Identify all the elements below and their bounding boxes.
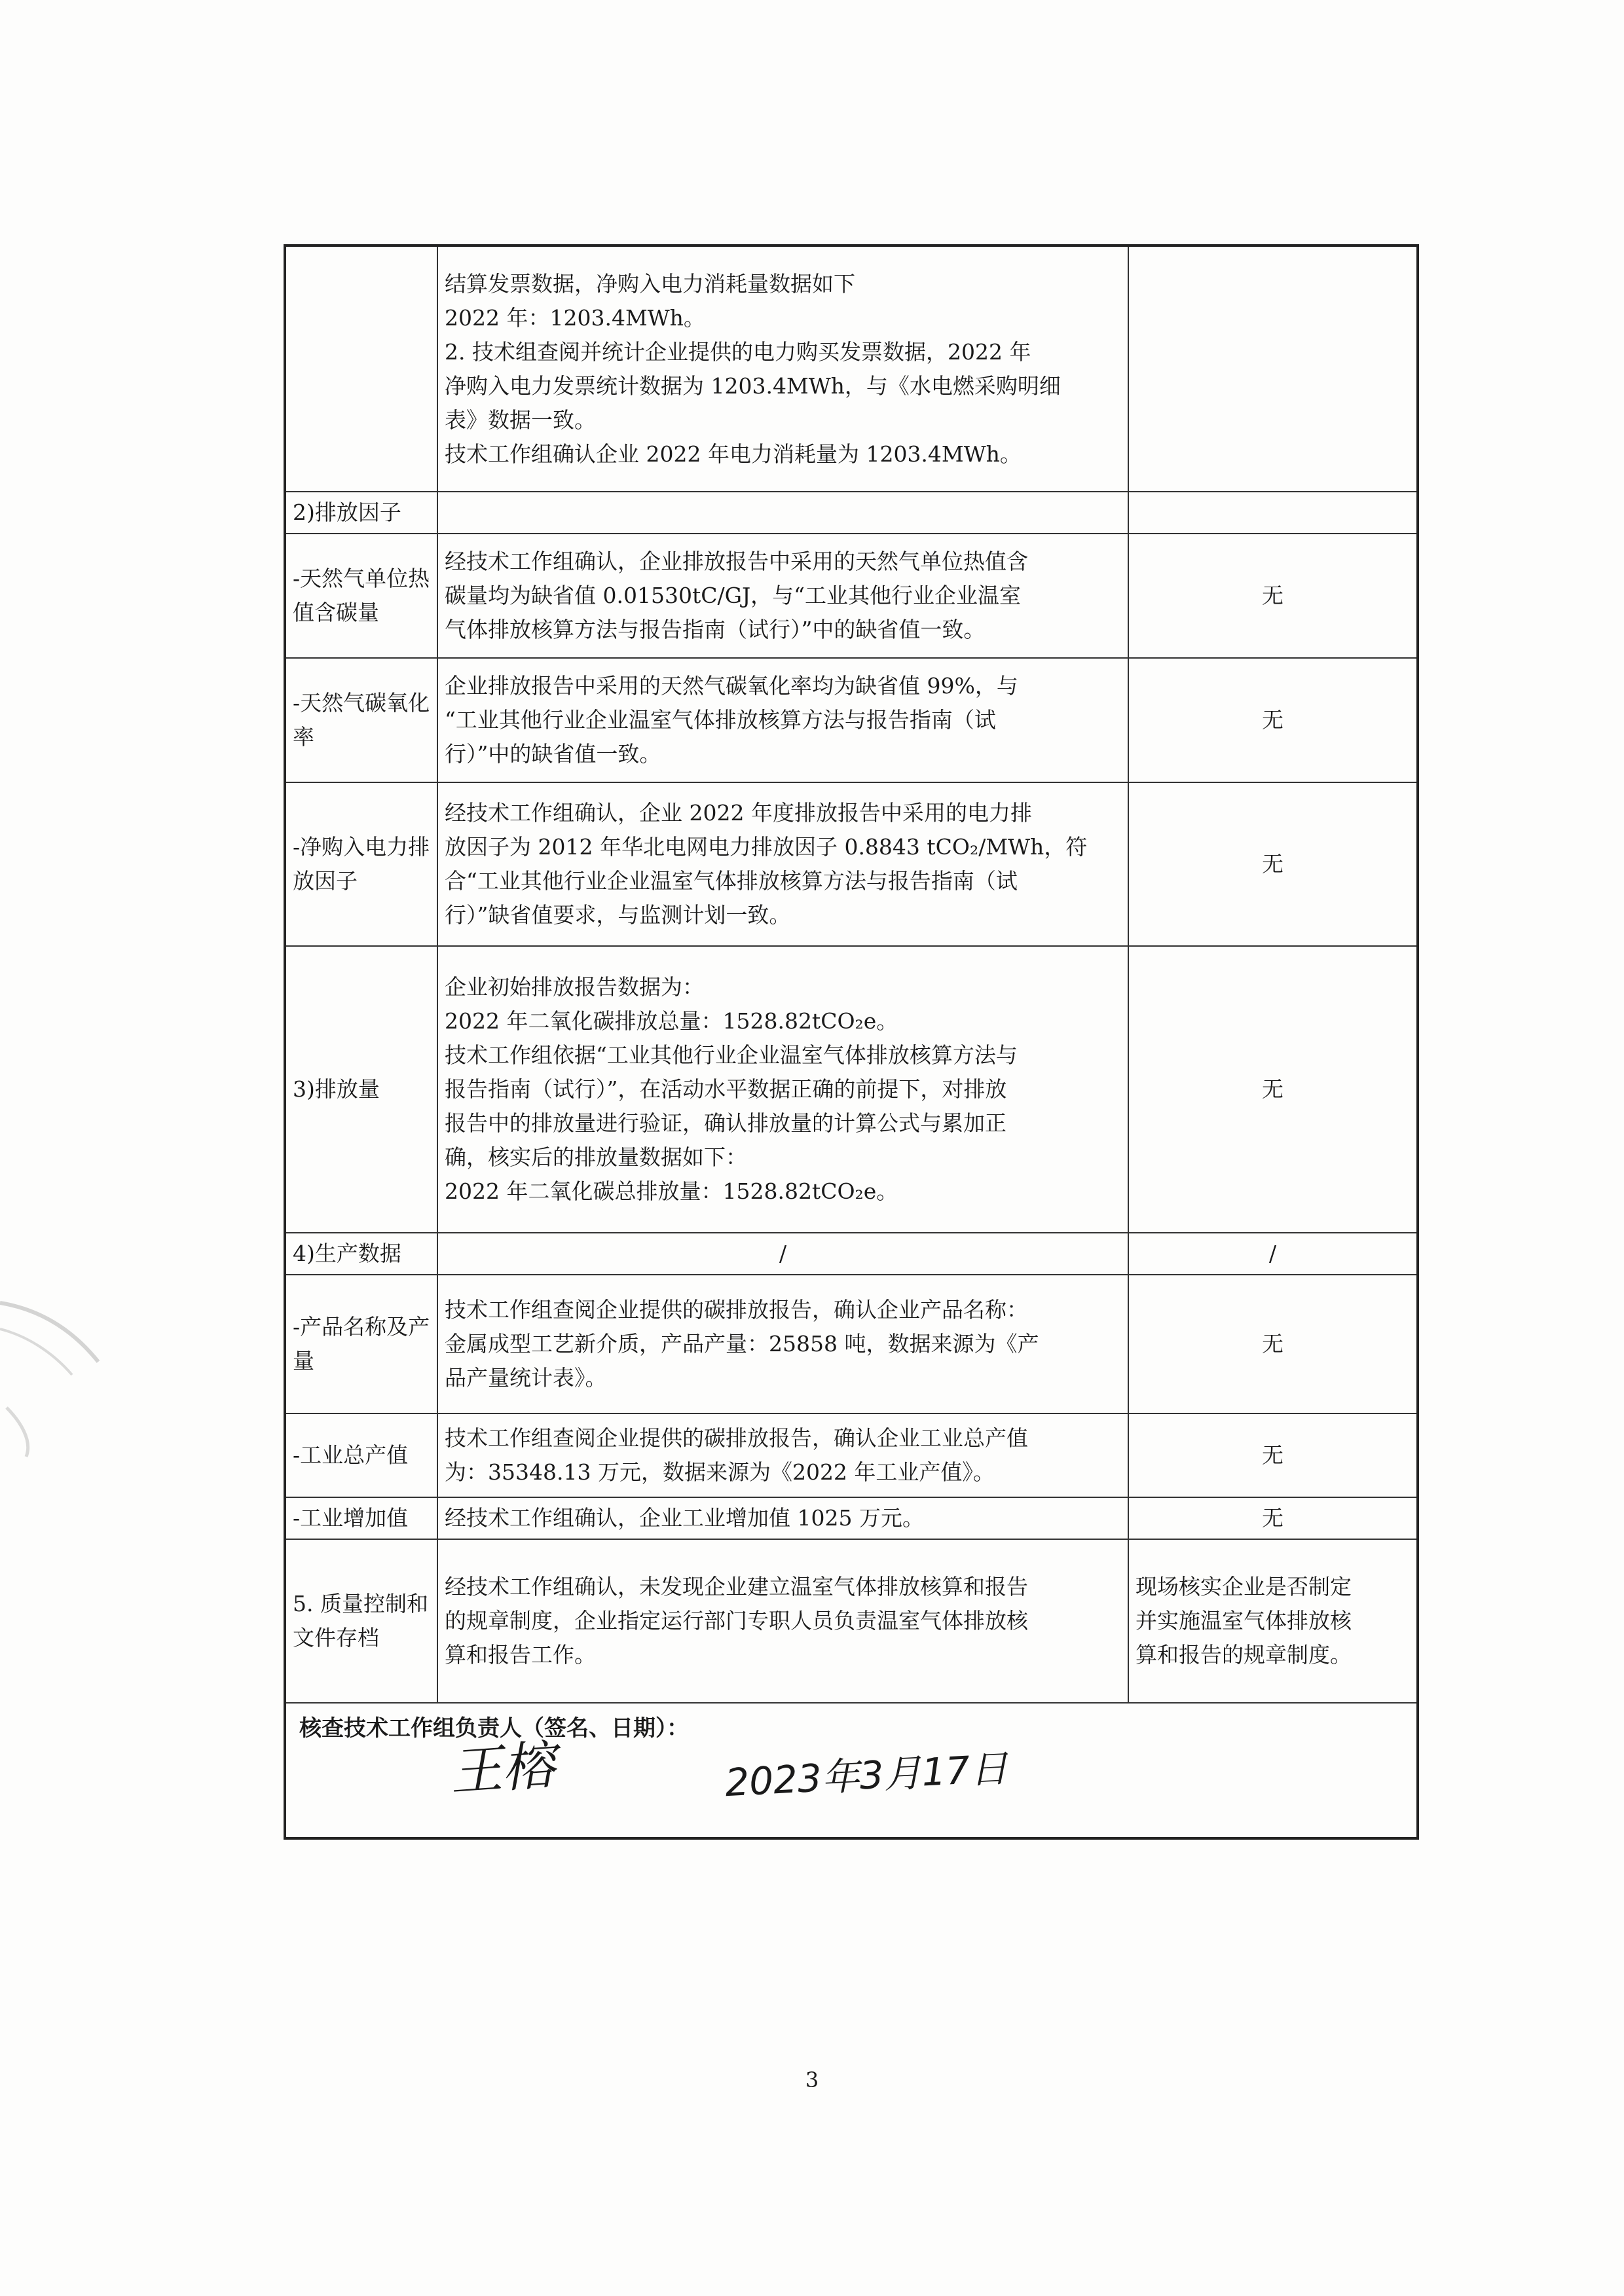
row-issue: 现场核实企业是否制定 并实施温室气体排放核 算和报告的规章制度。 <box>1128 1539 1418 1703</box>
row-content <box>437 492 1128 534</box>
row-issue: / <box>1128 1233 1418 1275</box>
handwritten-signature: 王榕 <box>447 1734 557 1803</box>
table-row <box>285 658 1418 782</box>
row-content: 结算发票数据，净购入电力消耗量数据如下 2022 年：1203.4MWh。 2. 技术组查阅并统计企业提供的电力购买发票数据，2022 年 净购入电力发票统计数据为 1203.4MWh，与《水电燃采购明细 表》数据一致。 技术工作组确认企业 2022 年电力消耗量为 1203.4MWh。 <box>437 246 1128 492</box>
table-row <box>285 246 1418 492</box>
table-row <box>285 1413 1418 1497</box>
row-issue <box>1128 246 1418 492</box>
row-issue <box>1128 492 1418 534</box>
row-issue: 无 <box>1128 1275 1418 1413</box>
row-content: 技术工作组查阅企业提供的碳排放报告，确认企业工业总产值 为：35348.13 万元，数据来源为《2022 年工业产值》。 <box>437 1413 1128 1497</box>
row-content: 经技术工作组确认，企业排放报告中采用的天然气单位热值含 碳量均为缺省值 0.01530tC/GJ，与“工业其他行业企业温室 气体排放核算方法与报告指南（试行）”中的缺省值一致。 <box>437 534 1128 658</box>
handwritten-date: 2023年3月17日 <box>724 1745 1009 1806</box>
signature-cell <box>285 1703 1418 1838</box>
row-label: -天然气单位热值含碳量 <box>285 534 437 658</box>
stamp-fragment-icon <box>0 1290 105 1460</box>
row-content: / <box>437 1233 1128 1275</box>
row-issue: 无 <box>1128 658 1418 782</box>
row-label: 5. 质量控制和文件存档 <box>285 1539 437 1703</box>
row-label: 4)生产数据 <box>285 1233 437 1275</box>
table-row <box>285 1233 1418 1275</box>
signature-label: 核查技术工作组负责人（签名、日期）： <box>299 1715 689 1741</box>
table-row <box>285 534 1418 658</box>
row-issue: 无 <box>1128 1413 1418 1497</box>
signature-row <box>285 1703 1418 1838</box>
row-label: 2)排放因子 <box>285 492 437 534</box>
row-label: -产品名称及产量 <box>285 1275 437 1413</box>
page-number: 3 <box>805 2068 819 2092</box>
table-row <box>285 1497 1418 1539</box>
verification-table <box>284 244 1419 1840</box>
table-row <box>285 1539 1418 1703</box>
table-row <box>285 782 1418 946</box>
row-content: 经技术工作组确认，企业工业增加值 1025 万元。 <box>437 1497 1128 1539</box>
table-row <box>285 946 1418 1233</box>
row-label: -天然气碳氧化率 <box>285 658 437 782</box>
table-row <box>285 492 1418 534</box>
table-row <box>285 1275 1418 1413</box>
row-label: -净购入电力排放因子 <box>285 782 437 946</box>
row-label: -工业总产值 <box>285 1413 437 1497</box>
row-label <box>285 246 437 492</box>
row-content: 企业初始排放报告数据为： 2022 年二氧化碳排放总量：1528.82tCO₂e。 技术工作组依据“工业其他行业企业温室气体排放核算方法与 报告指南（试行）”，在活动水平数据正确的前提下，对排放 报告中的排放量进行验证，确认排放量的计算公式与累加正 确，核实后的排放量数据如下： 2022 年二氧化碳总排放量：1528.82tCO₂e。 <box>437 946 1128 1233</box>
row-label: 3)排放量 <box>285 946 437 1233</box>
row-issue: 无 <box>1128 1497 1418 1539</box>
row-issue: 无 <box>1128 946 1418 1233</box>
row-issue: 无 <box>1128 534 1418 658</box>
row-content: 技术工作组查阅企业提供的碳排放报告，确认企业产品名称： 金属成型工艺新介质，产品产量：25858 吨，数据来源为《产 品产量统计表》。 <box>437 1275 1128 1413</box>
row-content: 经技术工作组确认，未发现企业建立温室气体排放核算和报告 的规章制度，企业指定运行部门专职人员负责温室气体排放核 算和报告工作。 <box>437 1539 1128 1703</box>
row-label: -工业增加值 <box>285 1497 437 1539</box>
row-content: 经技术工作组确认，企业 2022 年度排放报告中采用的电力排 放因子为 2012 年华北电网电力排放因子 0.8843 tCO₂/MWh，符 合“工业其他行业企业温室气体排放核算方法与报告指南（试 行）”缺省值要求，与监测计划一致。 <box>437 782 1128 946</box>
row-issue: 无 <box>1128 782 1418 946</box>
signature-area <box>299 1734 1403 1824</box>
row-content: 企业排放报告中采用的天然气碳氧化率均为缺省值 99%，与 “工业其他行业企业温室气体排放核算方法与报告指南（试 行）”中的缺省值一致。 <box>437 658 1128 782</box>
